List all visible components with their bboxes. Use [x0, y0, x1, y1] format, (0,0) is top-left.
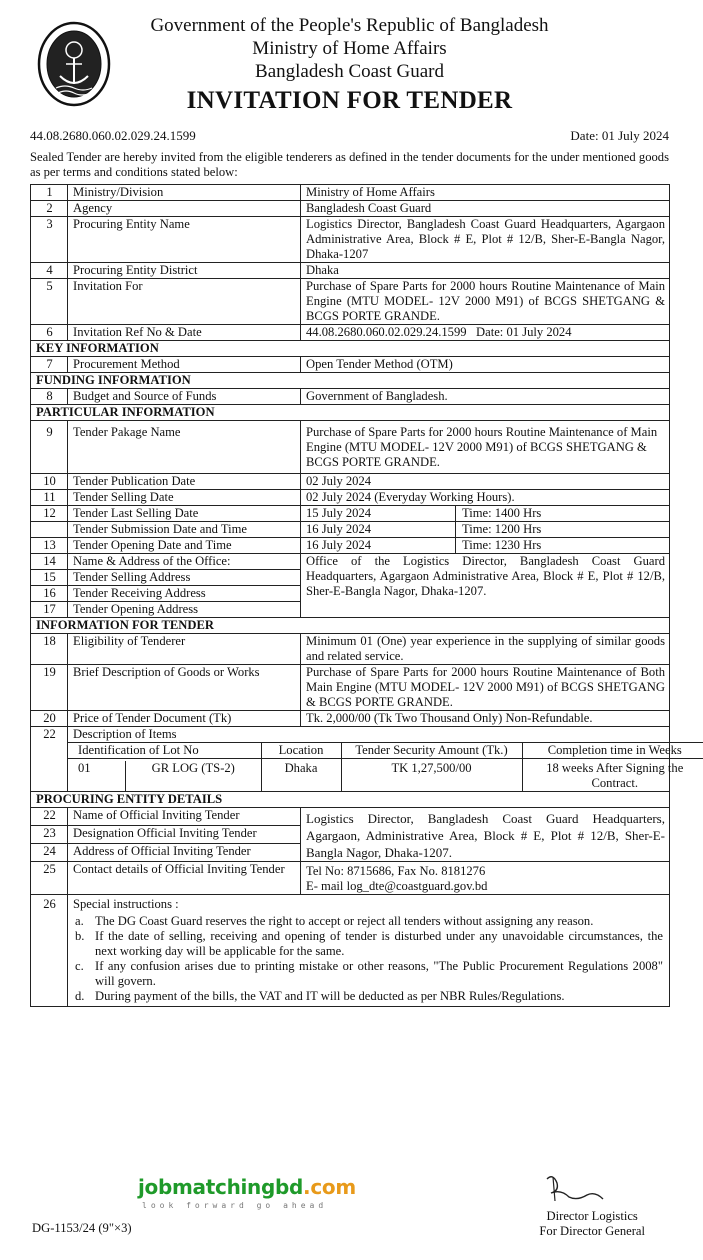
section-header: [31, 791, 670, 807]
table-row: [31, 420, 670, 473]
instruction-item: [75, 958, 663, 989]
row-value: 02 July 2024: [301, 473, 670, 489]
signatory-title: Director Logistics: [546, 1209, 638, 1223]
row-number: 14: [31, 553, 68, 569]
table-row: [31, 324, 670, 340]
signatory-for: For Director General: [539, 1224, 645, 1238]
table-row: [31, 807, 670, 825]
location-value: Dhaka: [261, 758, 341, 791]
lot-header: Identification of Lot No: [68, 742, 261, 758]
row-number: 20: [31, 710, 68, 726]
agency-title: Bangladesh Coast Guard: [255, 61, 444, 82]
lot-name: GR LOG (TS-2): [151, 760, 235, 775]
row-value: Tk. 2,000/00 (Tk Two Thousand Only) Non-Refundable.: [301, 710, 670, 726]
location-header: Location: [261, 742, 341, 758]
table-row: [31, 356, 670, 372]
table-row: [31, 262, 670, 278]
instruction-marker: d.: [75, 988, 85, 1003]
section-title: PROCURING ENTITY DETAILS: [31, 791, 670, 807]
row-label: Procuring Entity District: [68, 262, 301, 278]
section-title: KEY INFORMATION: [31, 340, 670, 356]
completion-value: 18 weeks After Signing the Contract.: [522, 758, 703, 791]
office-address-value: Office of the Logistics Director, Bangladesh Coast Guard Headquarters, Agargaon Administrative Area, Block # E, Plot # 12/B, Sher-E-Bangla Nagor, Dhaka-1207.: [301, 553, 670, 617]
row-value: Logistics Director, Bangladesh Coast Guard Headquarters, Agargaon Administrative Area, Block # E, Plot # 12/B, Sher-E-Bangla Nagor, Dhaka-1207: [301, 216, 670, 262]
row-value: [301, 521, 670, 537]
row-label: Tender Receiving Address: [68, 585, 301, 601]
instruction-item: [75, 988, 663, 1004]
row-number: 17: [31, 601, 68, 617]
row-value: [301, 861, 670, 894]
row-value: [301, 537, 670, 553]
section-header: [31, 340, 670, 356]
official-address-value: Logistics Director, Bangladesh Coast Guard Headquarters, Agargaon, Administrative Area, Block # E, Plot # 12/B, Sher-E-Bangla Nagor, Dhaka-1207.: [301, 807, 670, 861]
row-value: Bangladesh Coast Guard: [301, 200, 670, 216]
row-number: 22: [31, 726, 68, 791]
row-number: 18: [31, 633, 68, 664]
signature-block: [539, 1209, 645, 1239]
row-label: Procuring Entity Name: [68, 216, 301, 262]
contact-phone: Tel No: 8715686, Fax No. 8181276: [306, 863, 486, 878]
section-header: [31, 617, 670, 633]
items-row: [68, 758, 703, 791]
ref-date-value: Date: 01 July 2024: [476, 324, 572, 339]
row-value: Purchase of Spare Parts for 2000 hours Routine Maintenance of Both Main Engine (MTU MODEL- 12V 2000 M91) of BCGS SHETGANG & BCGS PORTE GRANDE.: [301, 664, 670, 710]
row-value: Open Tender Method (OTM): [301, 356, 670, 372]
items-header-row: [68, 742, 703, 758]
instruction-marker: b.: [75, 928, 85, 943]
row-number: 23: [31, 825, 68, 843]
section-title: INFORMATION FOR TENDER: [31, 617, 670, 633]
intro-paragraph: Sealed Tender are hereby invited from the eligible tenderers as defined in the tender documents for the under mentioned goods as per terms and conditions stated below:: [30, 149, 669, 179]
row-label: Eligibility of Tenderer: [68, 633, 301, 664]
time-value: Time: 1400 Hrs: [462, 505, 542, 520]
table-row: [31, 216, 670, 262]
section-title: FUNDING INFORMATION: [31, 372, 670, 388]
page-title: INVITATION FOR TENDER: [186, 87, 513, 114]
time-value: Time: 1200 Hrs: [462, 521, 542, 536]
table-row: [31, 489, 670, 505]
row-label: Designation Official Inviting Tender: [68, 825, 301, 843]
row-value: Ministry of Home Affairs: [301, 184, 670, 200]
table-row: [31, 664, 670, 710]
row-number: 12: [31, 505, 68, 521]
table-row: [31, 710, 670, 726]
security-header: Tender Security Amount (Tk.): [341, 742, 522, 758]
row-number: 2: [31, 200, 68, 216]
government-title: Government of the People's Republic of Bangladesh: [150, 15, 549, 36]
security-value: TK 1,27,500/00: [341, 758, 522, 791]
reference-line: [30, 128, 669, 144]
row-label: Tender Selling Date: [68, 489, 301, 505]
row-label: Description of Items: [73, 726, 177, 741]
row-label: Tender Opening Address: [68, 601, 301, 617]
instructions-title: Special instructions :: [73, 896, 179, 911]
section-header: [31, 372, 670, 388]
row-label: Agency: [68, 200, 301, 216]
reference-number: 44.08.2680.060.02.029.24.1599: [30, 128, 196, 143]
items-cell: [68, 726, 684, 791]
watermark-logo: [138, 1175, 356, 1199]
row-number: 25: [31, 861, 68, 894]
row-number: 11: [31, 489, 68, 505]
watermark-text: jobmatchingbd: [138, 1175, 304, 1199]
instructions-cell: [68, 894, 670, 1006]
date-value: 15 July 2024: [306, 506, 456, 521]
section-title: PARTICULAR INFORMATION: [31, 404, 670, 420]
tender-details-table: [30, 184, 684, 1007]
row-number: 13: [31, 537, 68, 553]
table-row: [31, 388, 670, 404]
row-number: 5: [31, 278, 68, 324]
row-number: 8: [31, 388, 68, 404]
instruction-text: If any confusion arises due to printing mistake or other reasons, "The Public Procurement Regulations 2008" will govern.: [95, 958, 663, 988]
row-number: 7: [31, 356, 68, 372]
section-header: [31, 404, 670, 420]
row-number: 22: [31, 807, 68, 825]
table-row: [31, 184, 670, 200]
row-label: Address of Official Inviting Tender: [68, 843, 301, 861]
table-row: [31, 521, 670, 537]
items-table: [68, 742, 703, 791]
handwritten-signature-icon: [539, 1171, 609, 1211]
table-row: [31, 505, 670, 521]
row-label: Tender Submission Date and Time: [68, 521, 301, 537]
instruction-text: During payment of the bills, the VAT and IT will be deducted as per NBR Rules/Regulations.: [95, 988, 565, 1003]
row-label: Tender Selling Address: [68, 569, 301, 585]
instruction-item: [75, 928, 663, 959]
row-label: Contact details of Official Inviting Tender: [68, 861, 301, 894]
table-row: [31, 473, 670, 489]
instruction-marker: a.: [75, 913, 84, 928]
coast-guard-emblem-icon: [36, 20, 112, 108]
row-number: 16: [31, 585, 68, 601]
document-code: DG-1153/24 (9"×3): [32, 1221, 132, 1235]
table-row: [31, 894, 670, 1006]
row-number: [31, 521, 68, 537]
row-label: Ministry/Division: [68, 184, 301, 200]
row-label: Name of Official Inviting Tender: [68, 807, 301, 825]
table-row: [31, 633, 670, 664]
row-label: Invitation Ref No & Date: [68, 324, 301, 340]
lot-cell: [68, 758, 261, 791]
row-number: 4: [31, 262, 68, 278]
row-value: Minimum 01 (One) year experience in the supplying of similar goods and related service.: [301, 633, 670, 664]
ministry-title: Ministry of Home Affairs: [252, 38, 447, 59]
watermark-domain: .com: [303, 1175, 356, 1199]
row-number: 1: [31, 184, 68, 200]
row-value: [301, 505, 670, 521]
row-value: Dhaka: [301, 262, 670, 278]
ref-number-value: 44.08.2680.060.02.029.24.1599: [306, 324, 467, 339]
instruction-text: If the date of selling, receiving and opening of tender is disturbed under any unavoidable circumstances, the next working day will be applicable for the same.: [95, 928, 663, 958]
row-label: Budget and Source of Funds: [68, 388, 301, 404]
row-label: Procurement Method: [68, 356, 301, 372]
row-value: Purchase of Spare Parts for 2000 hours Routine Maintenance of Main Engine (MTU MODEL- 12V 2000 M91) of BCGS SHETGANG & BCGS PORTE GRANDE.: [301, 278, 670, 324]
row-number: 26: [31, 894, 68, 1006]
row-label: Tender Opening Date and Time: [68, 537, 301, 553]
lot-number: 01: [68, 761, 126, 791]
instruction-item: [75, 913, 663, 929]
instructions-list: [73, 914, 663, 1004]
completion-header: Completion time in Weeks: [522, 742, 703, 758]
watermark-tagline: look forward go ahead: [142, 1201, 328, 1210]
row-number: 10: [31, 473, 68, 489]
row-value: Purchase of Spare Parts for 2000 hours Routine Maintenance of Main Engine (MTU MODEL- 12V 2000 M91) of BCGS SHETGANG & BCGS PORTE GRANDE.: [301, 420, 670, 473]
row-number: 19: [31, 664, 68, 710]
table-row: [31, 537, 670, 553]
row-number: 24: [31, 843, 68, 861]
row-value: 02 July 2024 (Everyday Working Hours).: [301, 489, 670, 505]
notice-date: Date: 01 July 2024: [570, 128, 669, 143]
row-label: Invitation For: [68, 278, 301, 324]
row-label: Name & Address of the Office:: [68, 553, 301, 569]
row-number: 9: [31, 420, 68, 473]
table-row: [31, 726, 670, 791]
table-row: [31, 200, 670, 216]
row-number: 3: [31, 216, 68, 262]
date-value: 16 July 2024: [306, 538, 456, 553]
instruction-text: The DG Coast Guard reserves the right to accept or reject all tenders without assigning any reason.: [95, 913, 594, 928]
date-value: 16 July 2024: [306, 522, 456, 537]
table-row: [31, 278, 670, 324]
row-value: [301, 324, 670, 340]
row-label: Tender Publication Date: [68, 473, 301, 489]
row-label: Price of Tender Document (Tk): [68, 710, 301, 726]
notice-header: [30, 0, 669, 120]
instruction-marker: c.: [75, 958, 84, 973]
row-value: Government of Bangladesh.: [301, 388, 670, 404]
time-value: Time: 1230 Hrs: [462, 537, 542, 552]
notice-footer: [30, 1165, 669, 1260]
table-row: [31, 553, 670, 569]
row-number: 6: [31, 324, 68, 340]
contact-email: E- mail log_dte@coastguard.gov.bd: [306, 878, 488, 893]
row-label: Tender Last Selling Date: [68, 505, 301, 521]
table-row: [31, 861, 670, 894]
row-number: 15: [31, 569, 68, 585]
row-label: Tender Pakage Name: [68, 420, 301, 473]
row-label: Brief Description of Goods or Works: [68, 664, 301, 710]
